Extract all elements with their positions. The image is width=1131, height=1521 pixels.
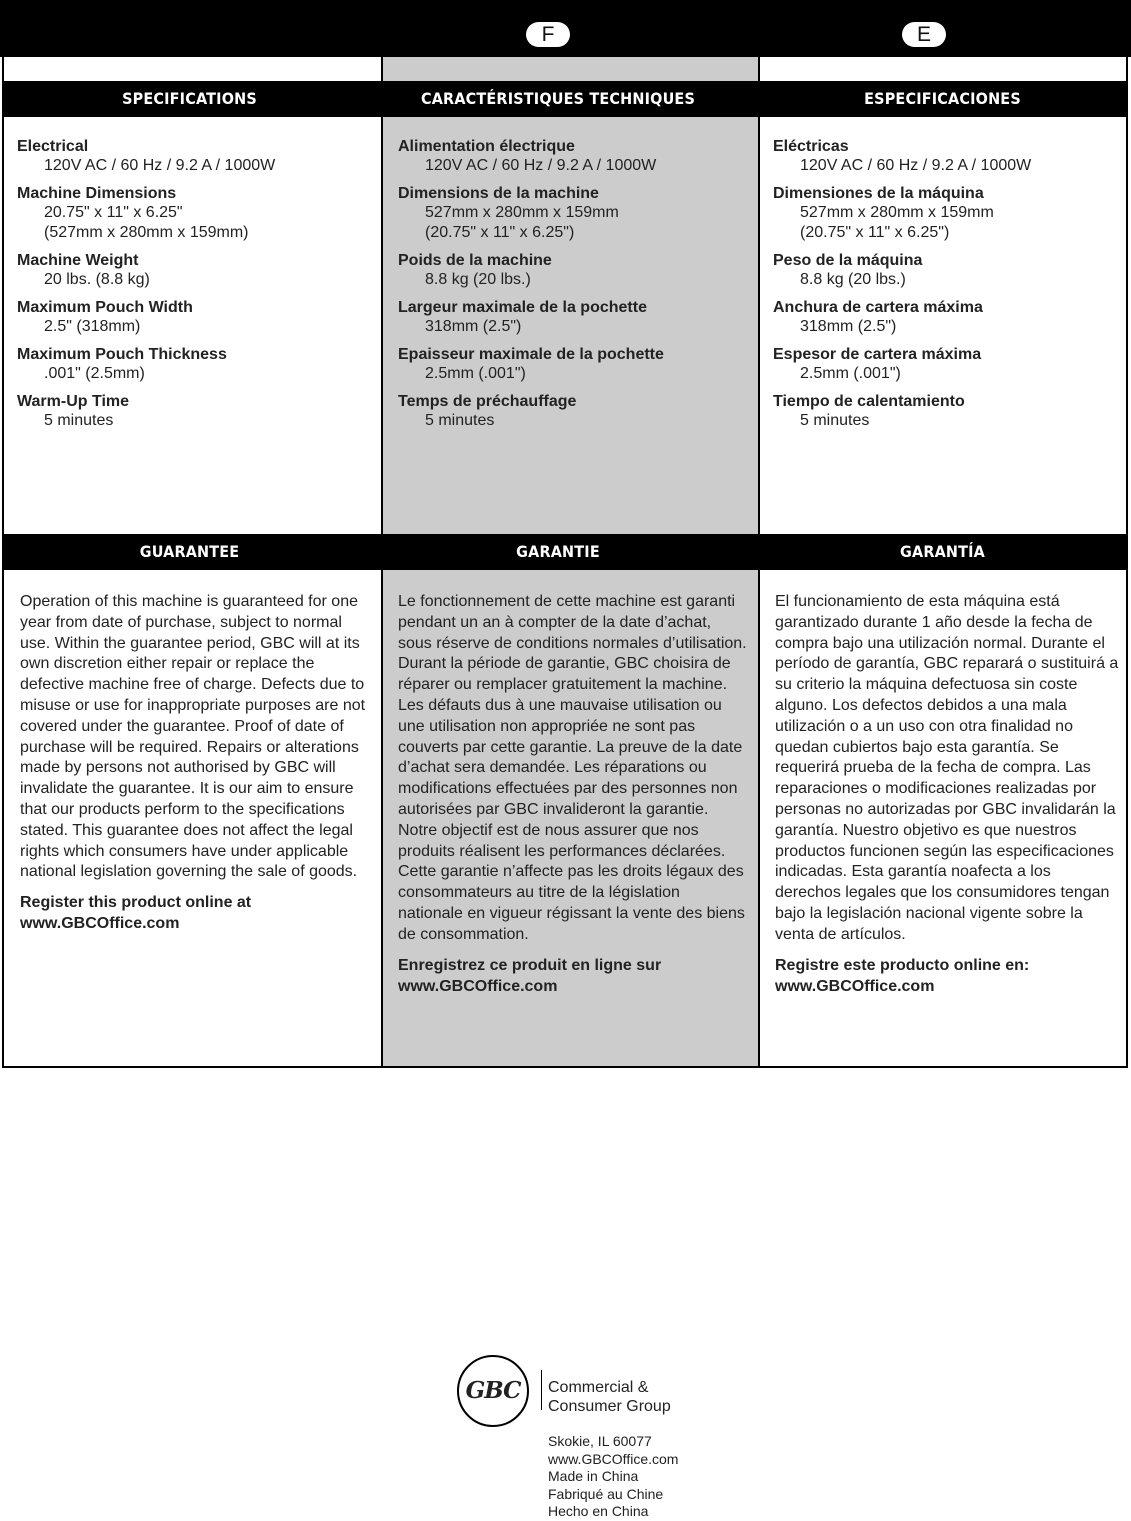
spec-label: Espesor de cartera máxima [773, 346, 982, 363]
guarantee-header-bar [2, 534, 1128, 570]
spec-value: 2.5mm (.001") [425, 365, 526, 382]
spec-item [398, 251, 748, 290]
spec-item [773, 392, 1118, 431]
guarantee-text: El funcionamiento de esta máquina está garantizado durante 1 año desde la fecha de compra bajo una utilización normal. Durante el período de garantía, GBC reparará o sustituirá a su criterio la máquina defectuosa sin coste alguno. Los defectos debidos a una mala utilización o a un uso con otra finalidad no quedan cubiertos bajo esta garantía. Se requerirá prueba de la fecha de compra. Las reparaciones o modificaciones realizadas por personas no autorizadas por GBC invalidarán la garantía. Nuestro objetivo es que nuestros productos funcionen según las especificaciones indicadas. Esta garantía noafecta a los derechos legales que los consumidores tengan bajo la legislación nacional vigente sobre la venta de artículos. [775, 593, 1119, 943]
spec-value: 120V AC / 60 Hz / 9.2 A / 1000W [44, 157, 276, 174]
spec-title-en: SPECIFICATIONS [122, 89, 257, 108]
guarantee-title-en: GUARANTEE [139, 542, 240, 561]
spec-label: Temps de préchauffage [398, 393, 577, 410]
spec-label: Anchura de cartera máxima [773, 299, 983, 316]
spec-value: 120V AC / 60 Hz / 9.2 A / 1000W [800, 157, 1032, 174]
specifications-list-es [773, 137, 1118, 439]
spec-value: 318mm (2.5") [800, 318, 897, 335]
spec-value: 2.5" (318mm) [44, 318, 141, 335]
address-line-origin-fr: Fabriqué au Chine [548, 1485, 664, 1502]
spec-item [398, 184, 748, 243]
spec-value: 5 minutes [425, 412, 495, 429]
panel-border-bottom [2, 1066, 1128, 1068]
spec-value: 527mm x 280mm x 159mm (20.75" x 11" x 6.25") [800, 204, 994, 241]
guarantee-section-fr [398, 592, 748, 997]
spec-item [398, 392, 748, 431]
spec-item [17, 251, 372, 290]
spec-value: 5 minutes [44, 412, 114, 429]
spec-label: Peso de la máquina [773, 252, 923, 269]
spec-label: Dimensiones de la máquina [773, 185, 984, 202]
spec-item [17, 137, 372, 176]
spec-value: 318mm (2.5") [425, 318, 522, 335]
spec-title-es: ESPECIFICACIONES [864, 89, 1021, 108]
gbc-logo-text: GBC [465, 1377, 521, 1404]
address-line-website: www.GBCOffice.com [548, 1450, 679, 1467]
spec-label: Poids de la machine [398, 252, 552, 269]
specifications-header-bar [2, 81, 1128, 117]
spec-value: .001" (2.5mm) [44, 365, 145, 382]
spec-item [773, 251, 1118, 290]
guarantee-section-en [20, 592, 372, 934]
info-panel [2, 57, 1128, 1068]
spec-item [773, 137, 1118, 176]
guarantee-text: Operation of this machine is guaranteed for one year from date of purchase, subject to normal use. Within the guarantee period, GBC will at its own discretion either repair or replace the defective machine free of charge. Defects due to misuse or use for inappropriate purposes are not covered under the guarantee. Proof of date of purchase will be required. Repairs or alterations made by persons not authorised by GBC will invalidate the guarantee. It is our aim to ensure that our products perform to the specifications stated. This guarantee does not affect the legal rights which consumers have under applicable national legislation governing the sale of goods. [20, 593, 366, 881]
spec-item [17, 184, 372, 243]
specifications-list-fr [398, 137, 748, 439]
spec-value: 527mm x 280mm x 159mm (20.75" x 11" x 6.25") [425, 204, 619, 241]
spec-label: Epaisseur maximale de la pochette [398, 346, 664, 363]
footer-divider [541, 1370, 542, 1410]
spec-item [773, 184, 1118, 243]
spec-value: 5 minutes [800, 412, 870, 429]
company-group-name: Commercial & Consumer Group [548, 1379, 671, 1415]
spec-item [773, 345, 1118, 384]
spec-item [17, 298, 372, 337]
spec-value: 20 lbs. (8.8 kg) [44, 271, 150, 288]
address-line-city: Skokie, IL 60077 [548, 1433, 652, 1449]
company-address [548, 1433, 678, 1521]
spec-value: 8.8 kg (20 lbs.) [425, 271, 531, 288]
address-line-origin-en: Made in China [548, 1468, 639, 1484]
spec-item [773, 298, 1118, 337]
spec-item [398, 298, 748, 337]
spec-item [17, 392, 372, 431]
spec-label: Maximum Pouch Thickness [17, 346, 227, 363]
language-header-bar [0, 0, 1131, 57]
spec-label: Machine Dimensions [17, 185, 177, 202]
spec-label: Machine Weight [17, 252, 139, 269]
spec-label: Warm-Up Time [17, 393, 130, 410]
guarantee-section-es [775, 592, 1120, 997]
spec-item [398, 137, 748, 176]
spec-label: Electrical [17, 138, 89, 155]
guarantee-text: Le fonctionnement de cette machine est garanti pendant un an à compter de la date d’achat, sous réserve de conditions normales d’utilisation. Durant la période de garantie, GBC choisira de réparer ou remplacer gratuitement la machine. Les défauts dus à une mauvaise utilisation ou une utilisation non appropriée ne sont pas couverts par cette garantie. La preuve de la date d’achat sera demandée. Les réparations ou modifications effectuées par des personnes non autorisées par GBC invalideront la garantie. Notre objectif est de nous assurer que nos produits réalisent les performances déclarées. Cette garantie n’affecte pas les droits légaux des consommateurs au titre de la législation nationale en vigueur régissant la vente des biens de consommation. [398, 593, 747, 943]
gbc-logo [457, 1355, 529, 1427]
spec-value: 8.8 kg (20 lbs.) [800, 271, 906, 288]
spec-item [398, 345, 748, 384]
spec-value: 20.75" x 11" x 6.25" (527mm x 280mm x 159mm) [44, 204, 249, 241]
register-online-text: Enregistrez ce produit en ligne sur www.GBCOffice.com [398, 956, 662, 995]
language-badge-spanish: E [902, 22, 946, 47]
spec-label: Maximum Pouch Width [17, 299, 193, 316]
spec-label: Largeur maximale de la pochette [398, 299, 647, 316]
spec-label: Alimentation électrique [398, 138, 575, 155]
specifications-list-en [17, 137, 372, 439]
address-line-origin-es: Hecho en China [548, 1503, 649, 1519]
spec-label: Eléctricas [773, 138, 849, 155]
guarantee-title-es: GARANTÍA [899, 542, 986, 561]
spec-title-fr: CARACTÉRISTIQUES TECHNIQUES [420, 89, 696, 108]
register-online-text: Registre este producto online en: www.GBCOffice.com [775, 956, 1030, 995]
spec-label: Tiempo de calentamiento [773, 393, 965, 410]
register-online-text: Register this product online at www.GBCOffice.com [20, 894, 252, 933]
language-badge-french: F [526, 22, 570, 47]
spec-item [17, 345, 372, 384]
spec-value: 2.5mm (.001") [800, 365, 901, 382]
spec-label: Dimensions de la machine [398, 185, 599, 202]
guarantee-title-fr: GARANTIE [516, 542, 600, 561]
spec-value: 120V AC / 60 Hz / 9.2 A / 1000W [425, 157, 657, 174]
